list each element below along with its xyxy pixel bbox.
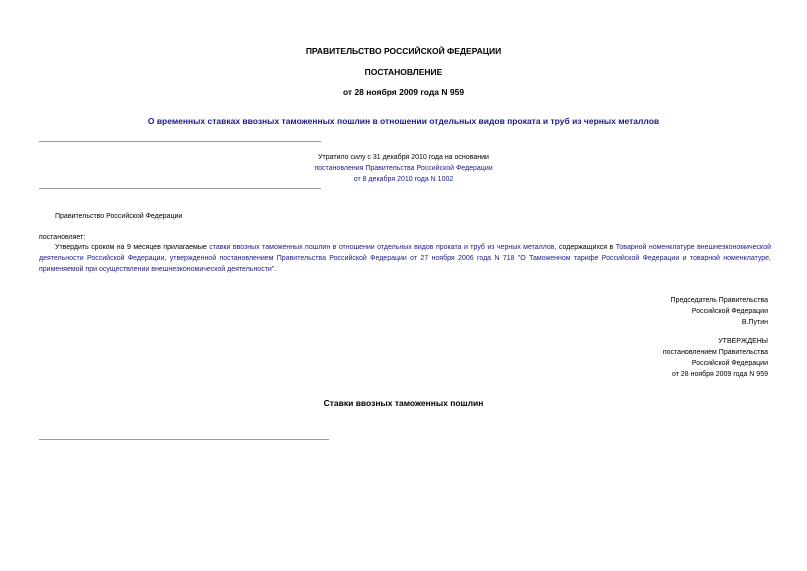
p1-text-b: , содержащихся в [554,244,614,251]
status-note-line1: Утратило силу с 31 декабря 2010 года на основании [318,154,489,161]
appendix-title: Ставки ввозных таможенных пошлин [323,398,484,408]
approval-line1: УТВЕРЖДЕНЫ [718,338,768,345]
document-date-number: от 28 ноября 2009 года N 959 [342,87,465,97]
repeal-decree-link[interactable]: постановления Правительства Российской Федерации [314,165,493,172]
approval-line4: от 28 ноября 2009 года N 959 [672,371,768,378]
approval-line2: постановлением Правительства [662,349,768,356]
p1-text-a: Утвердить сроком на 9 месяцев прилагаемые [55,244,207,251]
top-divider [39,141,321,142]
repeal-decree-date-link[interactable]: от 8 декабря 2010 года N 1002 [353,176,454,183]
approval-block [518,336,768,380]
government-heading: ПРАВИТЕЛЬСТВО РОССИЙСКОЙ ФЕДЕРАЦИИ [305,46,502,56]
issuing-authority: Правительство Российской Федерации [55,213,183,220]
p1-text-c: . [274,266,277,273]
signature-block [518,295,768,328]
bottom-divider [39,188,321,189]
document-type: ПОСТАНОВЛЕНИЕ [364,67,443,77]
appendix-divider [39,439,329,440]
approval-line3: Российской Федерации [691,360,768,367]
rates-appendix-link[interactable]: ставки ввозных таможенных пошлин в отношении отдельных видов проката и труб из черных металлов [209,244,555,251]
signature-line1: Председатель Правительства [670,297,768,304]
signature-name: В.Путин [741,319,768,326]
commodity-nomenclature-link[interactable]: Товарной номенклатуре внешнеэкономической деятельности Российской Федерации, утвержденной постановлением Правительства Российской Федерации от 27 ноября 2006 года N 718 "О Таможенном тарифе Российской Федерации и товарной номенклатуре, применяемой при осуществлении внешнеэкономической деятельности" [39,244,771,273]
signature-line2: Российской Федерации [691,308,768,315]
document-title[interactable]: О временных ставках ввозных таможенных пошлин в отношении отдельных видов проката и труб из черных металлов [147,116,660,126]
decree-paragraph-1 [39,242,771,275]
decides-label: постановляет: [39,234,86,241]
